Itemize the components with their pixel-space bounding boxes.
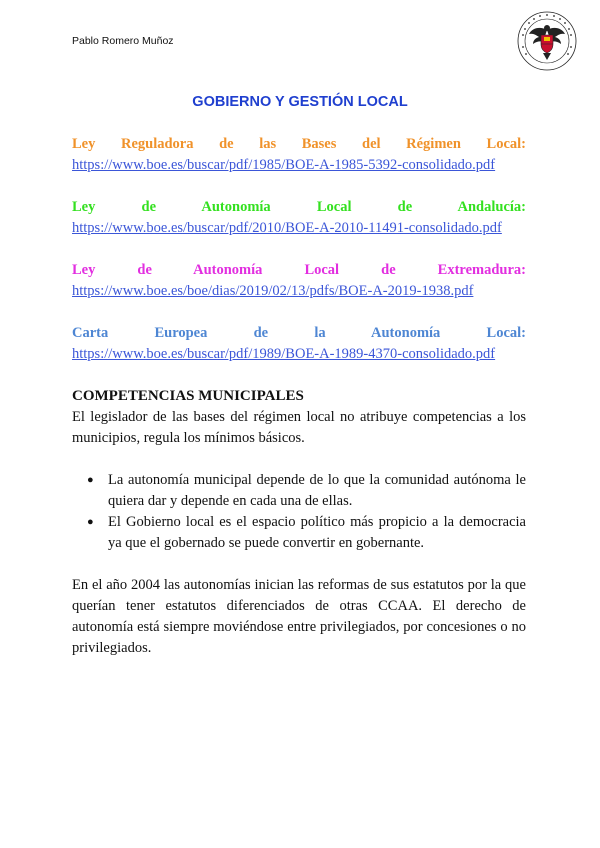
list-item	[87, 512, 526, 554]
law-entry-extremadura	[72, 260, 526, 302]
law-link[interactable]: https://www.boe.es/boe/dias/2019/02/13/pdfs/BOE-A-2019-1938.pdf	[72, 283, 474, 299]
section-intro: El legislador de las bases del régimen local no atribuye competencias a los municipios, regula los mínimos básicos.	[72, 409, 526, 446]
page-title: GOBIERNO Y GESTIÓN LOCAL	[192, 94, 408, 110]
law-name: Ley de Autonomía Local de Andalucía:	[72, 199, 526, 215]
law-name: Ley Reguladora de las Bases del Régimen Local:	[72, 136, 526, 152]
bullet-icon: ●	[87, 474, 94, 486]
list-item	[87, 470, 526, 512]
document-body	[72, 134, 526, 680]
law-entry-bases-regimen-local	[72, 134, 526, 176]
closing-paragraph: En el año 2004 las autonomías inician las reformas de sus estatutos por la que querían tener estatutos diferenciados de otras CCAA. El derecho de autonomía está siempre moviéndose entre privilegiados, por concesiones o no privilegiados.	[72, 577, 526, 656]
university-seal-icon	[516, 10, 578, 72]
author-name: Pablo Romero Muñoz	[72, 35, 174, 47]
law-entry-carta-europea	[72, 323, 526, 365]
law-link[interactable]: https://www.boe.es/buscar/pdf/1985/BOE-A-1985-5392-consolidado.pdf	[72, 157, 496, 173]
bullet-text: La autonomía municipal depende de lo que la comunidad autónoma le quiera dar y depende en cada una de ellas.	[108, 472, 526, 509]
law-link[interactable]: https://www.boe.es/buscar/pdf/1989/BOE-A-1989-4370-consolidado.pdf	[72, 346, 496, 362]
law-link[interactable]: https://www.boe.es/buscar/pdf/2010/BOE-A-2010-11491-consolidado.pdf	[72, 220, 502, 236]
bullet-icon: ●	[87, 516, 94, 528]
law-name: Carta Europea de la Autonomía Local:	[72, 325, 526, 341]
law-entry-andalucia	[72, 197, 526, 239]
bullet-text: El Gobierno local es el espacio político más propicio a la democracia ya que el gobernado se puede convertir en gobernante.	[108, 514, 526, 551]
section-heading: COMPETENCIAS MUNICIPALES	[72, 388, 304, 404]
law-name: Ley de Autonomía Local de Extremadura:	[72, 262, 526, 278]
bullet-list	[72, 470, 526, 554]
